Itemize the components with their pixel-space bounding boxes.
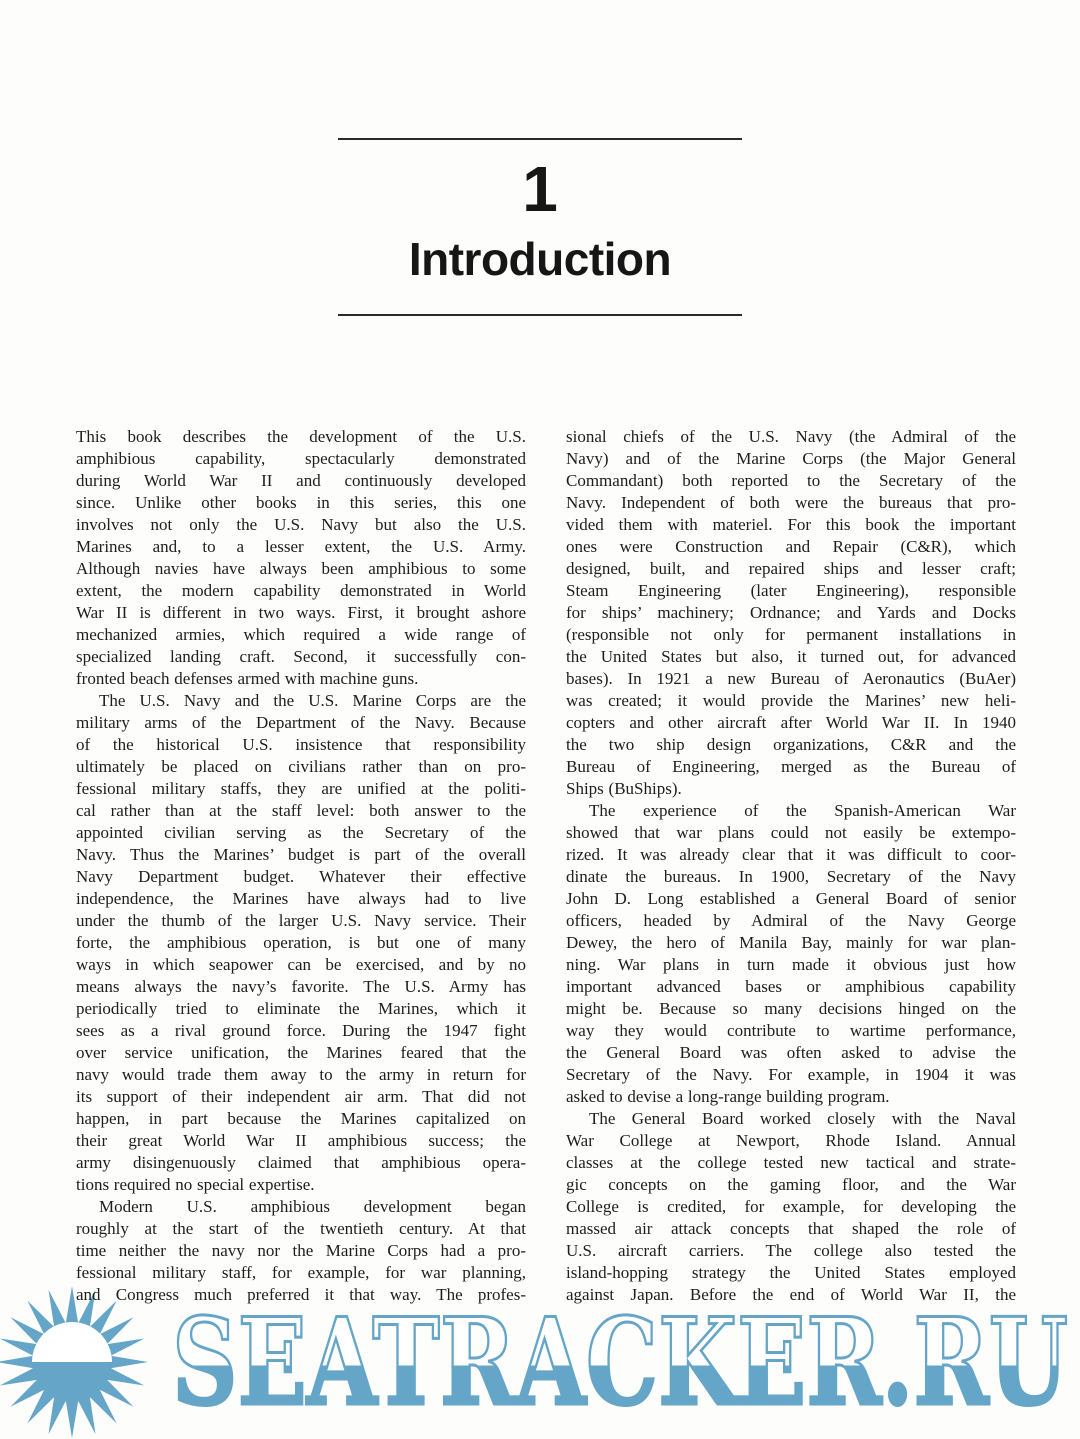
text-line: means always the navy’s favorite. The U.S. Army has	[76, 977, 526, 996]
text-line: navy would trade them away to the army in return for	[76, 1065, 526, 1084]
chapter-title: Introduction	[408, 233, 672, 285]
text-line: ways in which seapower can be exercised, and by no	[76, 955, 526, 974]
text-line: (responsible not only for permanent installations in	[566, 625, 1016, 644]
text-line: for ships’ machinery; Ordnance; and Yards and Docks	[566, 603, 1016, 622]
text-line: since. Unlike other books in this series, this one	[76, 493, 526, 512]
heading-rule-bottom	[338, 314, 742, 316]
text-line: ning. War plans in turn made it obvious just how	[566, 955, 1016, 974]
text-line: The U.S. Navy and the U.S. Marine Corps are the	[99, 691, 526, 710]
text-line: the two ship design organizations, C&R and the	[566, 735, 1016, 754]
text-line: of the historical U.S. insistence that responsibility	[76, 735, 526, 754]
text-line: John D. Long established a General Board of senior	[566, 889, 1016, 908]
text-line: forte, the amphibious operation, is but one of many	[76, 933, 526, 952]
text-line: and Congress much preferred it that way. The profes-	[76, 1285, 526, 1304]
text-line: ultimately be placed on civilians rather than on pro-	[76, 757, 526, 776]
right-column	[566, 426, 1016, 1306]
chapter-number: 1	[522, 153, 558, 225]
text-line: ones were Construction and Repair (C&R), which	[566, 537, 1016, 556]
text-line: happen, in part because the Marines capitalized on	[76, 1109, 526, 1128]
text-line: way they would contribute to wartime performance,	[566, 1021, 1016, 1040]
text-line: sees as a rival ground force. During the 1947 fight	[76, 1021, 526, 1040]
text-line: roughly at the start of the twentieth century. At that	[76, 1219, 526, 1238]
left-column	[76, 426, 526, 1306]
text-line: time neither the navy nor the Marine Corps had a pro-	[76, 1241, 526, 1260]
text-line: their great World War II amphibious success; the	[76, 1131, 526, 1150]
text-line: designed, built, and repaired ships and lesser craft;	[566, 559, 1016, 578]
text-line: its support of their independent air arm. That did not	[76, 1087, 526, 1106]
text-line: the General Board was often asked to advise the	[566, 1043, 1016, 1062]
text-line: copters and other aircraft after World War II. In 1940	[566, 713, 1016, 732]
text-line: Dewey, the hero of Manila Bay, mainly for war plan-	[566, 933, 1016, 952]
text-line: island-hopping strategy the United States employed	[566, 1263, 1016, 1282]
text-line: Navy. Thus the Marines’ budget is part of the overall	[76, 845, 526, 864]
text-line: Marines and, to a lesser extent, the U.S. Army.	[76, 537, 526, 556]
text-line: War College at Newport, Rhode Island. Annual	[566, 1131, 1016, 1150]
text-line: asked to devise a long-range building program.	[566, 1087, 890, 1106]
text-line: the United States but also, it turned out, for advanced	[566, 647, 1016, 666]
text-line: College is credited, for example, for developing the	[566, 1197, 1016, 1216]
text-line: appointed civilian serving as the Secretary of the	[76, 823, 526, 842]
text-line: fessional military staffs, they are unified at the politi-	[76, 779, 526, 798]
text-line: showed that war plans could not easily be extempo-	[566, 823, 1016, 842]
text-line: rized. It was already clear that it was difficult to coor-	[566, 845, 1016, 864]
text-line: mechanized armies, which required a wide range of	[76, 625, 526, 644]
text-line: vided them with materiel. For this book the important	[566, 515, 1016, 534]
text-line: fronted beach defenses armed with machine guns.	[76, 669, 419, 688]
text-line: independence, the Marines have always had to live	[76, 889, 526, 908]
text-line: periodically tried to eliminate the Marines, which it	[76, 999, 526, 1018]
text-line: massed air attack concepts that shaped the role of	[566, 1219, 1016, 1238]
text-line: Steam Engineering (later Engineering), responsible	[566, 581, 1016, 600]
text-line: army disingenuously claimed that amphibious opera-	[76, 1153, 526, 1172]
chapter-heading	[338, 138, 742, 316]
text-line: officers, headed by Admiral of the Navy George	[566, 911, 1016, 930]
text-line: during World War II and continuously developed	[76, 471, 526, 490]
text-line: The General Board worked closely with the Naval	[589, 1109, 1016, 1128]
text-line: Navy) and of the Marine Corps (the Major General	[566, 449, 1016, 468]
text-line: Navy Department budget. Whatever their effective	[76, 867, 526, 886]
text-line: The experience of the Spanish-American War	[589, 801, 1016, 820]
text-line: under the thumb of the larger U.S. Navy service. Their	[76, 911, 526, 930]
text-line: bases). In 1921 a new Bureau of Aeronautics (BuAer)	[566, 669, 1016, 688]
text-line: War II is different in two ways. First, it brought ashore	[76, 603, 526, 622]
text-line: amphibious capability, spectacularly demonstrated	[76, 449, 526, 468]
text-line: tions required no special expertise.	[76, 1175, 315, 1194]
text-line: Commandant) both reported to the Secretary of the	[566, 471, 1016, 490]
text-line: over service unification, the Marines feared that the	[76, 1043, 526, 1062]
text-line: was created; it would provide the Marines’ new heli-	[566, 691, 1016, 710]
text-line: Secretary of the Navy. For example, in 1904 it was	[566, 1065, 1016, 1084]
body-text	[76, 426, 1016, 1306]
text-line: Ships (BuShips).	[566, 779, 682, 798]
text-line: involves not only the U.S. Navy but also the U.S.	[76, 515, 526, 534]
text-line: against Japan. Before the end of World War II, the	[566, 1285, 1016, 1304]
text-line: cal rather than at the staff level: both answer to the	[76, 801, 526, 820]
sun-icon	[0, 1286, 148, 1438]
text-line: military arms of the Department of the Navy. Because	[76, 713, 526, 732]
text-line: specialized landing craft. Second, it successfully con-	[76, 647, 526, 666]
text-line: Navy. Independent of both were the bureaus that pro-	[566, 493, 1016, 512]
text-line: sional chiefs of the U.S. Navy (the Admiral of the	[566, 427, 1016, 446]
text-line: U.S. aircraft carriers. The college also tested the	[566, 1241, 1016, 1260]
text-line: fessional military staff, for example, for war planning,	[76, 1263, 526, 1282]
watermark-text: SEATRACKER.RU	[172, 1292, 1068, 1433]
text-line: classes at the college tested new tactical and strate-	[566, 1153, 1016, 1172]
text-line: Bureau of Engineering, merged as the Bureau of	[566, 757, 1016, 776]
text-line: dinate the bureaus. In 1900, Secretary of the Navy	[566, 867, 1016, 886]
text-line: extent, the modern capability demonstrated in World	[76, 581, 526, 600]
text-line: might be. Because so many decisions hinged on the	[566, 999, 1016, 1018]
text-line: Although navies have always been amphibious to some	[76, 559, 526, 578]
text-line: Modern U.S. amphibious development began	[99, 1197, 526, 1216]
text-line: important advanced bases or amphibious capability	[566, 977, 1016, 996]
text-line: gic concepts on the gaming floor, and the War	[566, 1175, 1016, 1194]
text-line: This book describes the development of the U.S.	[76, 427, 526, 446]
